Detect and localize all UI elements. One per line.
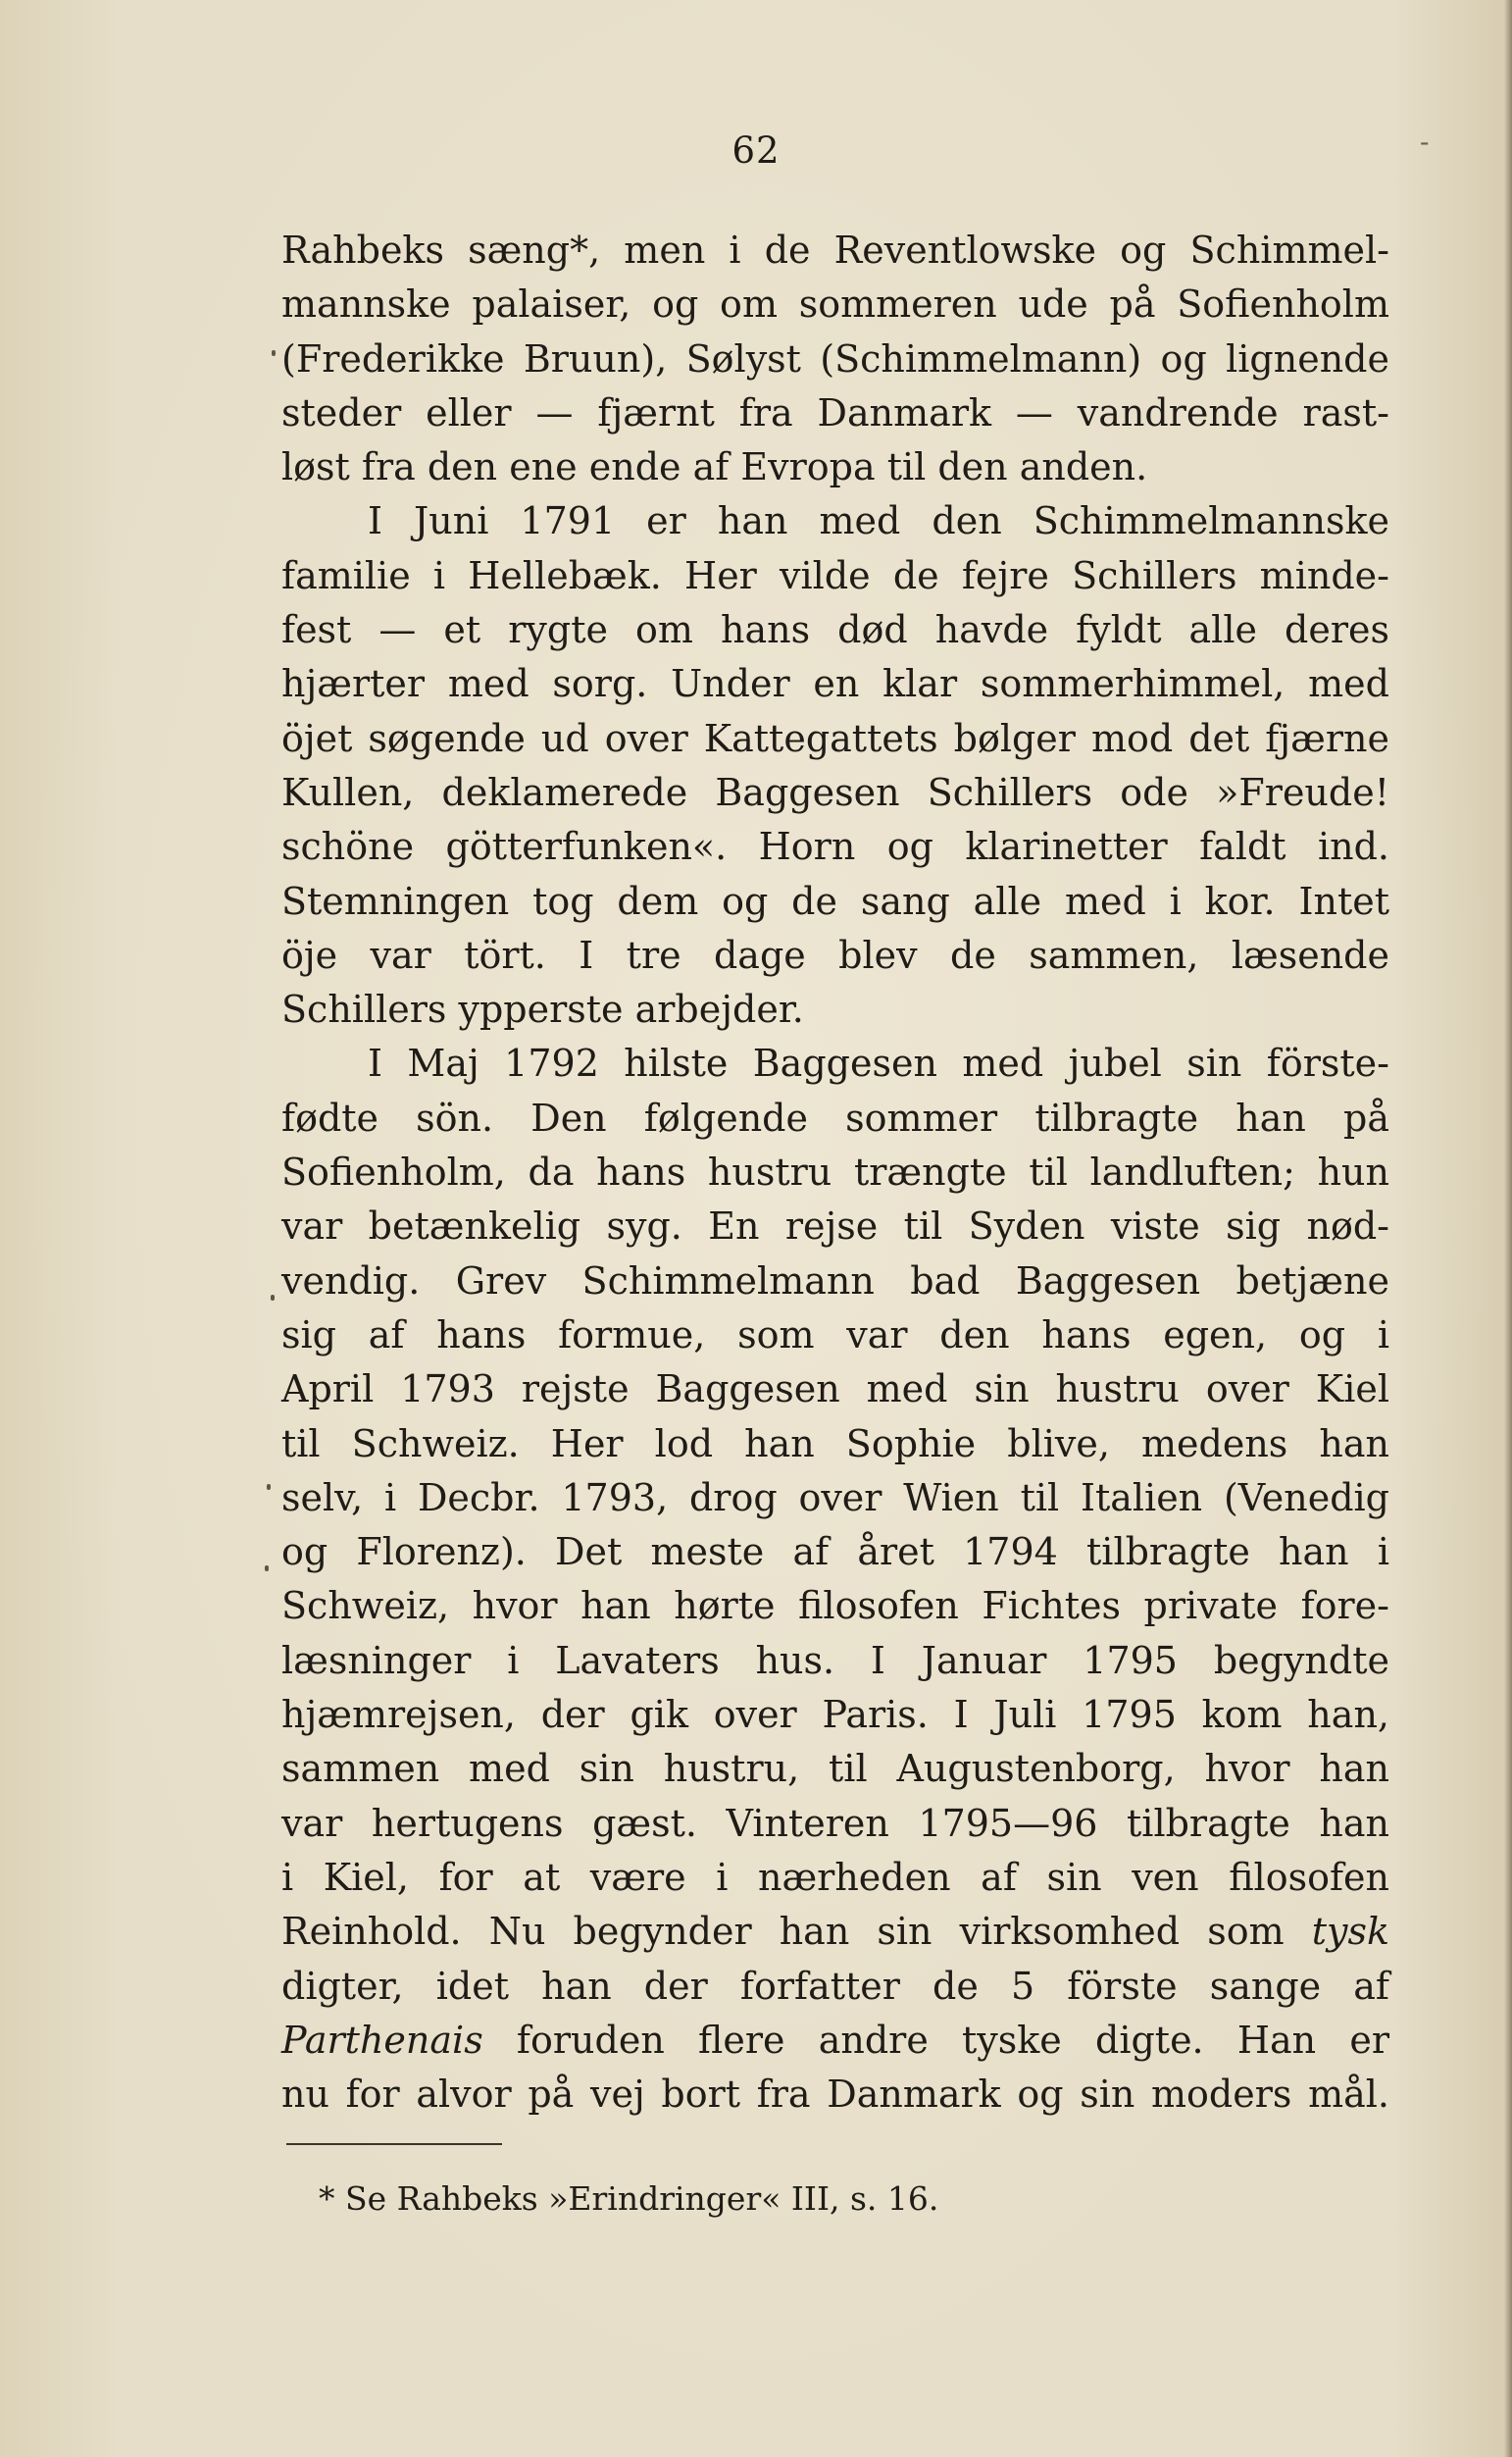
footnote: * Se Rahbeks »Erindringer« III, s. 16. <box>319 2179 939 2218</box>
text-line: var betænkelig syg. En rejse til Syden viste sig nød- <box>281 1204 1389 1249</box>
text-fragment: Reinhold. Nu begynder han sin virksomhed som <box>281 1910 1312 1954</box>
text-line: familie i Hellebæk. Her vilde de fejre Schillers minde- <box>281 553 1389 597</box>
text-line: I Maj 1792 hilste Baggesen med jubel sin förste- <box>368 1042 1389 1086</box>
text-line: steder eller — fjærnt fra Danmark — vandrende rast- <box>281 390 1389 435</box>
text-line: schöne götterfunken«. Horn og klarinetter faldt ind. <box>281 825 1389 869</box>
text-line: var hertugens gæst. Vinteren 1795—96 tilbragte han <box>281 1801 1389 1845</box>
text-line: fest — et rygte om hans død havde fyldt alle deres <box>281 608 1389 652</box>
text-line: Schweiz, hvor han hørte filosofen Fichtes private fore- <box>281 1584 1389 1628</box>
text-line: hjæmrejsen, der gik over Paris. I Juli 1795 kom han, <box>281 1693 1389 1737</box>
text-line-with-italic <box>281 1905 1389 1959</box>
body-text <box>281 224 1389 2122</box>
text-line: öjet søgende ud over Kattegattets bølger mod det fjærne <box>281 716 1389 760</box>
footnote-rule <box>286 2143 502 2145</box>
text-line: i Kiel, for at være i nærheden af sin ven filosofen <box>281 1855 1389 1899</box>
page-edge-shadow <box>1504 0 1512 2457</box>
text-line: til Schweiz. Her lod han Sophie blive, medens han <box>281 1421 1389 1465</box>
text-line: vendig. Grev Schimmelmann bad Baggesen betjæne <box>281 1258 1389 1303</box>
text-line: løst fra den ene ende af Evropa til den anden. <box>281 445 1148 489</box>
text-line: öje var tört. I tre dage blev de sammen, læsende <box>281 933 1389 977</box>
text-line: I Juni 1791 er han med den Schimmelmannske <box>368 499 1389 543</box>
text-line: nu for alvor på vej bort fra Danmark og sin moders mål. <box>281 2073 1389 2117</box>
text-line: (Frederikke Bruun), Sølyst (Schimmelmann) og lignende <box>281 336 1389 381</box>
text-line: digter, idet han der forfatter de 5 förste sange af <box>281 1964 1389 2008</box>
print-speck <box>272 350 276 356</box>
text-line: fødte sön. Den følgende sommer tilbragte han på <box>281 1096 1389 1140</box>
italic-title: Parthenais <box>281 2018 483 2062</box>
text-line: sig af hans formue, som var den hans egen, og i <box>281 1312 1389 1356</box>
text-line: Schillers ypperste arbejder. <box>281 988 804 1032</box>
text-line: selv, i Decbr. 1793, drog over Wien til Italien (Venedig <box>281 1475 1389 1519</box>
corner-mark: - <box>1420 126 1430 158</box>
text-fragment: foruden flere andre tyske digte. Han er <box>482 2018 1389 2062</box>
text-line: mannske palaiser, og om sommeren ude på Sofienholm <box>281 282 1389 327</box>
print-speck <box>265 1565 269 1571</box>
text-line: Stemningen tog dem og de sang alle med i kor. Intet <box>281 879 1389 923</box>
text-line: og Florenz). Det meste af året 1794 tilbragte han i <box>281 1530 1389 1574</box>
text-line: Kullen, deklamerede Baggesen Schillers ode »Freude! <box>281 770 1389 814</box>
text-line: hjærter med sorg. Under en klar sommerhimmel, med <box>281 662 1389 706</box>
text-line: Rahbeks sæng*, men i de Reventlowske og Schimmel- <box>281 229 1389 272</box>
text-line: Sofienholm, da hans hustru trængte til landluften; hun <box>281 1151 1389 1195</box>
text-line-with-italic <box>281 2014 1389 2068</box>
text-line: læsninger i Lavaters hus. I Januar 1795 begyndte <box>281 1638 1389 1682</box>
print-speck <box>271 1295 275 1301</box>
print-speck <box>267 1484 271 1490</box>
text-line: April 1793 rejste Baggesen med sin hustru over Kiel <box>281 1367 1389 1411</box>
page-number: 62 <box>731 129 781 172</box>
italic-word: tysk <box>1311 1910 1389 1954</box>
text-line: sammen med sin hustru, til Augustenborg, hvor han <box>281 1747 1389 1791</box>
